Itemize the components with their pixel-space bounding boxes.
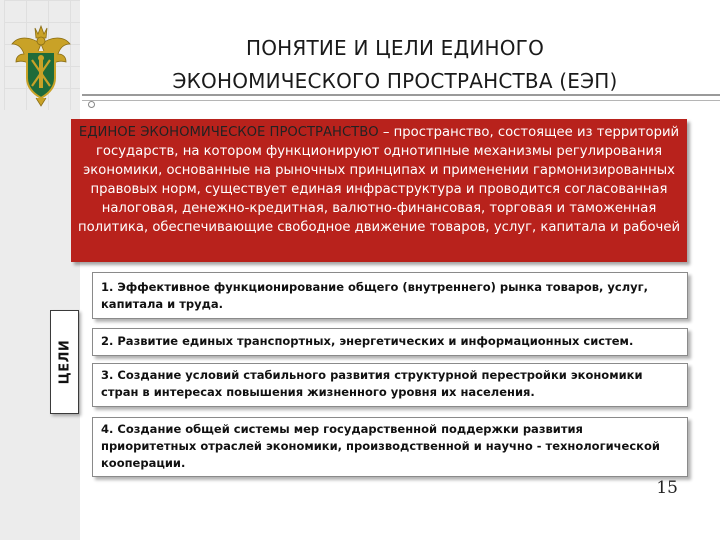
- goal-item-3: 3. Создание условий стабильного развития структурной перестройки экономики стран в интересах повышения жизненного уровня их населения.: [92, 363, 688, 407]
- definition-text: – пространство, состоящее из территорий государств, на котором функционируют однотипные механизмы регулирования экономики, основанные на рыночных принципах и применении гармонизированных правовых норм, существует единая инфраструктура и проводится согласованная налоговая, денежно-кредитная, валютно-финансовая, торговая и таможенная политика, обеспечивающие свободное движение товаров, услуг, капитала и рабочей: [77, 125, 681, 235]
- divider-dot: [88, 101, 95, 108]
- title-line-2: ЭКОНОМИЧЕСКОГО ПРОСТРАНСТВА (ЕЭП): [172, 69, 618, 93]
- goals-label-tab: [50, 310, 79, 414]
- customs-emblem-icon: [10, 22, 72, 108]
- slide-title: [90, 32, 700, 98]
- title-divider: [82, 94, 720, 96]
- goal-item-1: 1. Эффективное функционирование общего (внутреннего) рынка товаров, услуг, капитала и труда.: [92, 272, 688, 319]
- goals-label: ЦЕЛИ: [57, 339, 72, 385]
- goal-item-4: 4. Создание общей системы мер государственной поддержки развития приоритетных отраслей экономики, производственной и научно - технологической кооперации.: [92, 417, 688, 477]
- definition-term: ЕДИНОЕ ЭКОНОМИЧЕСКОЕ ПРОСТРАНСТВО: [78, 125, 379, 140]
- definition-box: [71, 119, 687, 262]
- title-divider-thin: [82, 100, 720, 101]
- title-line-1: ПОНЯТИЕ И ЦЕЛИ ЕДИНОГО: [245, 36, 545, 60]
- goal-item-2: 2. Развитие единых транспортных, энергетических и информационных систем.: [92, 328, 688, 356]
- page-number: 15: [656, 478, 678, 498]
